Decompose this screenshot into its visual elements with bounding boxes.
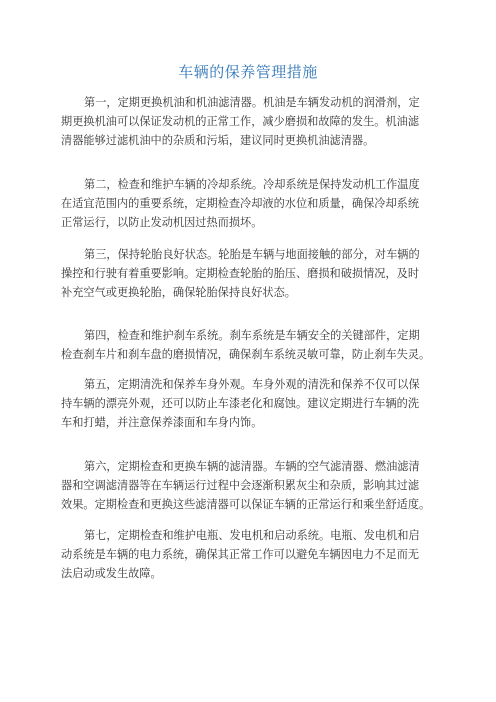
paragraph-line: 第四，检查和维护刹车系统。刹车系统是车辆安全的关键部件，定期 bbox=[84, 329, 420, 342]
paragraph-4 bbox=[61, 326, 439, 364]
paragraph-line: 法启动或发生故障。 bbox=[61, 567, 162, 581]
paragraph-line: 正常运行，以防止发动机因过热而损坏。 bbox=[61, 216, 263, 230]
paragraph-6 bbox=[61, 457, 439, 515]
paragraph-2 bbox=[61, 175, 439, 233]
paragraph-line: 检查刹车片和刹车盘的磨损情况，确保刹车系统灵敏可靠，防止刹车失灵。 bbox=[61, 348, 431, 362]
paragraph-line: 第七，定期检查和维护电瓶、发电机和启动系统。电瓶、发电机和启 bbox=[84, 529, 420, 542]
paragraph-line: 车和打蜡，并注意保养漆面和车身内饰。 bbox=[61, 416, 263, 430]
paragraph-line: 期更换机油可以保证发动机的正常工作，减少磨损和故障的发生。机油滤 bbox=[61, 115, 420, 129]
paragraph-line: 第五，定期清洗和保养车身外观。车身外观的清洗和保养不仅可以保 bbox=[84, 378, 420, 391]
page-title: 车辆的保养管理措施 bbox=[178, 63, 318, 81]
paragraph-1 bbox=[61, 93, 439, 151]
paragraph-line: 清器能够过滤机油中的杂质和污垢，建议同时更换机油滤清器。 bbox=[61, 134, 375, 148]
paragraph-line: 第六，定期检查和更换车辆的滤清器。车辆的空气滤清器、燃油滤清 bbox=[84, 460, 420, 473]
paragraph-line: 效果。定期检查和更换这些滤清器可以保证车辆的正常运行和乘坐舒适度。 bbox=[61, 498, 431, 512]
paragraph-3 bbox=[61, 245, 439, 303]
paragraph-7 bbox=[61, 526, 439, 584]
paragraph-line: 操控和行驶有着重要影响。定期检查轮胎的胎压、磨损和破损情况，及时 bbox=[61, 267, 420, 281]
paragraph-line: 在适宜范围内的重要系统，定期检查冷却液的水位和质量，确保冷却系统 bbox=[61, 197, 420, 211]
paragraph-line: 第二，检查和维护车辆的冷却系统。冷却系统是保持发动机工作温度 bbox=[84, 178, 420, 191]
paragraph-line: 第一，定期更换机油和机油滤清器。机油是车辆发动机的润滑剂，定 bbox=[84, 96, 420, 109]
paragraph-line: 补充空气或更换轮胎，确保轮胎保持良好状态。 bbox=[61, 286, 296, 300]
paragraph-line: 器和空调滤清器等在车辆运行过程中会逐渐积累灰尘和杂质，影响其过滤 bbox=[61, 479, 420, 493]
paragraph-5 bbox=[61, 375, 439, 433]
paragraph-line: 第三，保持轮胎良好状态。轮胎是车辆与地面接触的部分，对车辆的 bbox=[84, 248, 420, 261]
paragraph-line: 动系统是车辆的电力系统，确保其正常工作可以避免车辆因电力不足而无 bbox=[61, 548, 420, 562]
paragraph-line: 持车辆的漂亮外观，还可以防止车漆老化和腐蚀。建议定期进行车辆的洗 bbox=[61, 397, 420, 411]
